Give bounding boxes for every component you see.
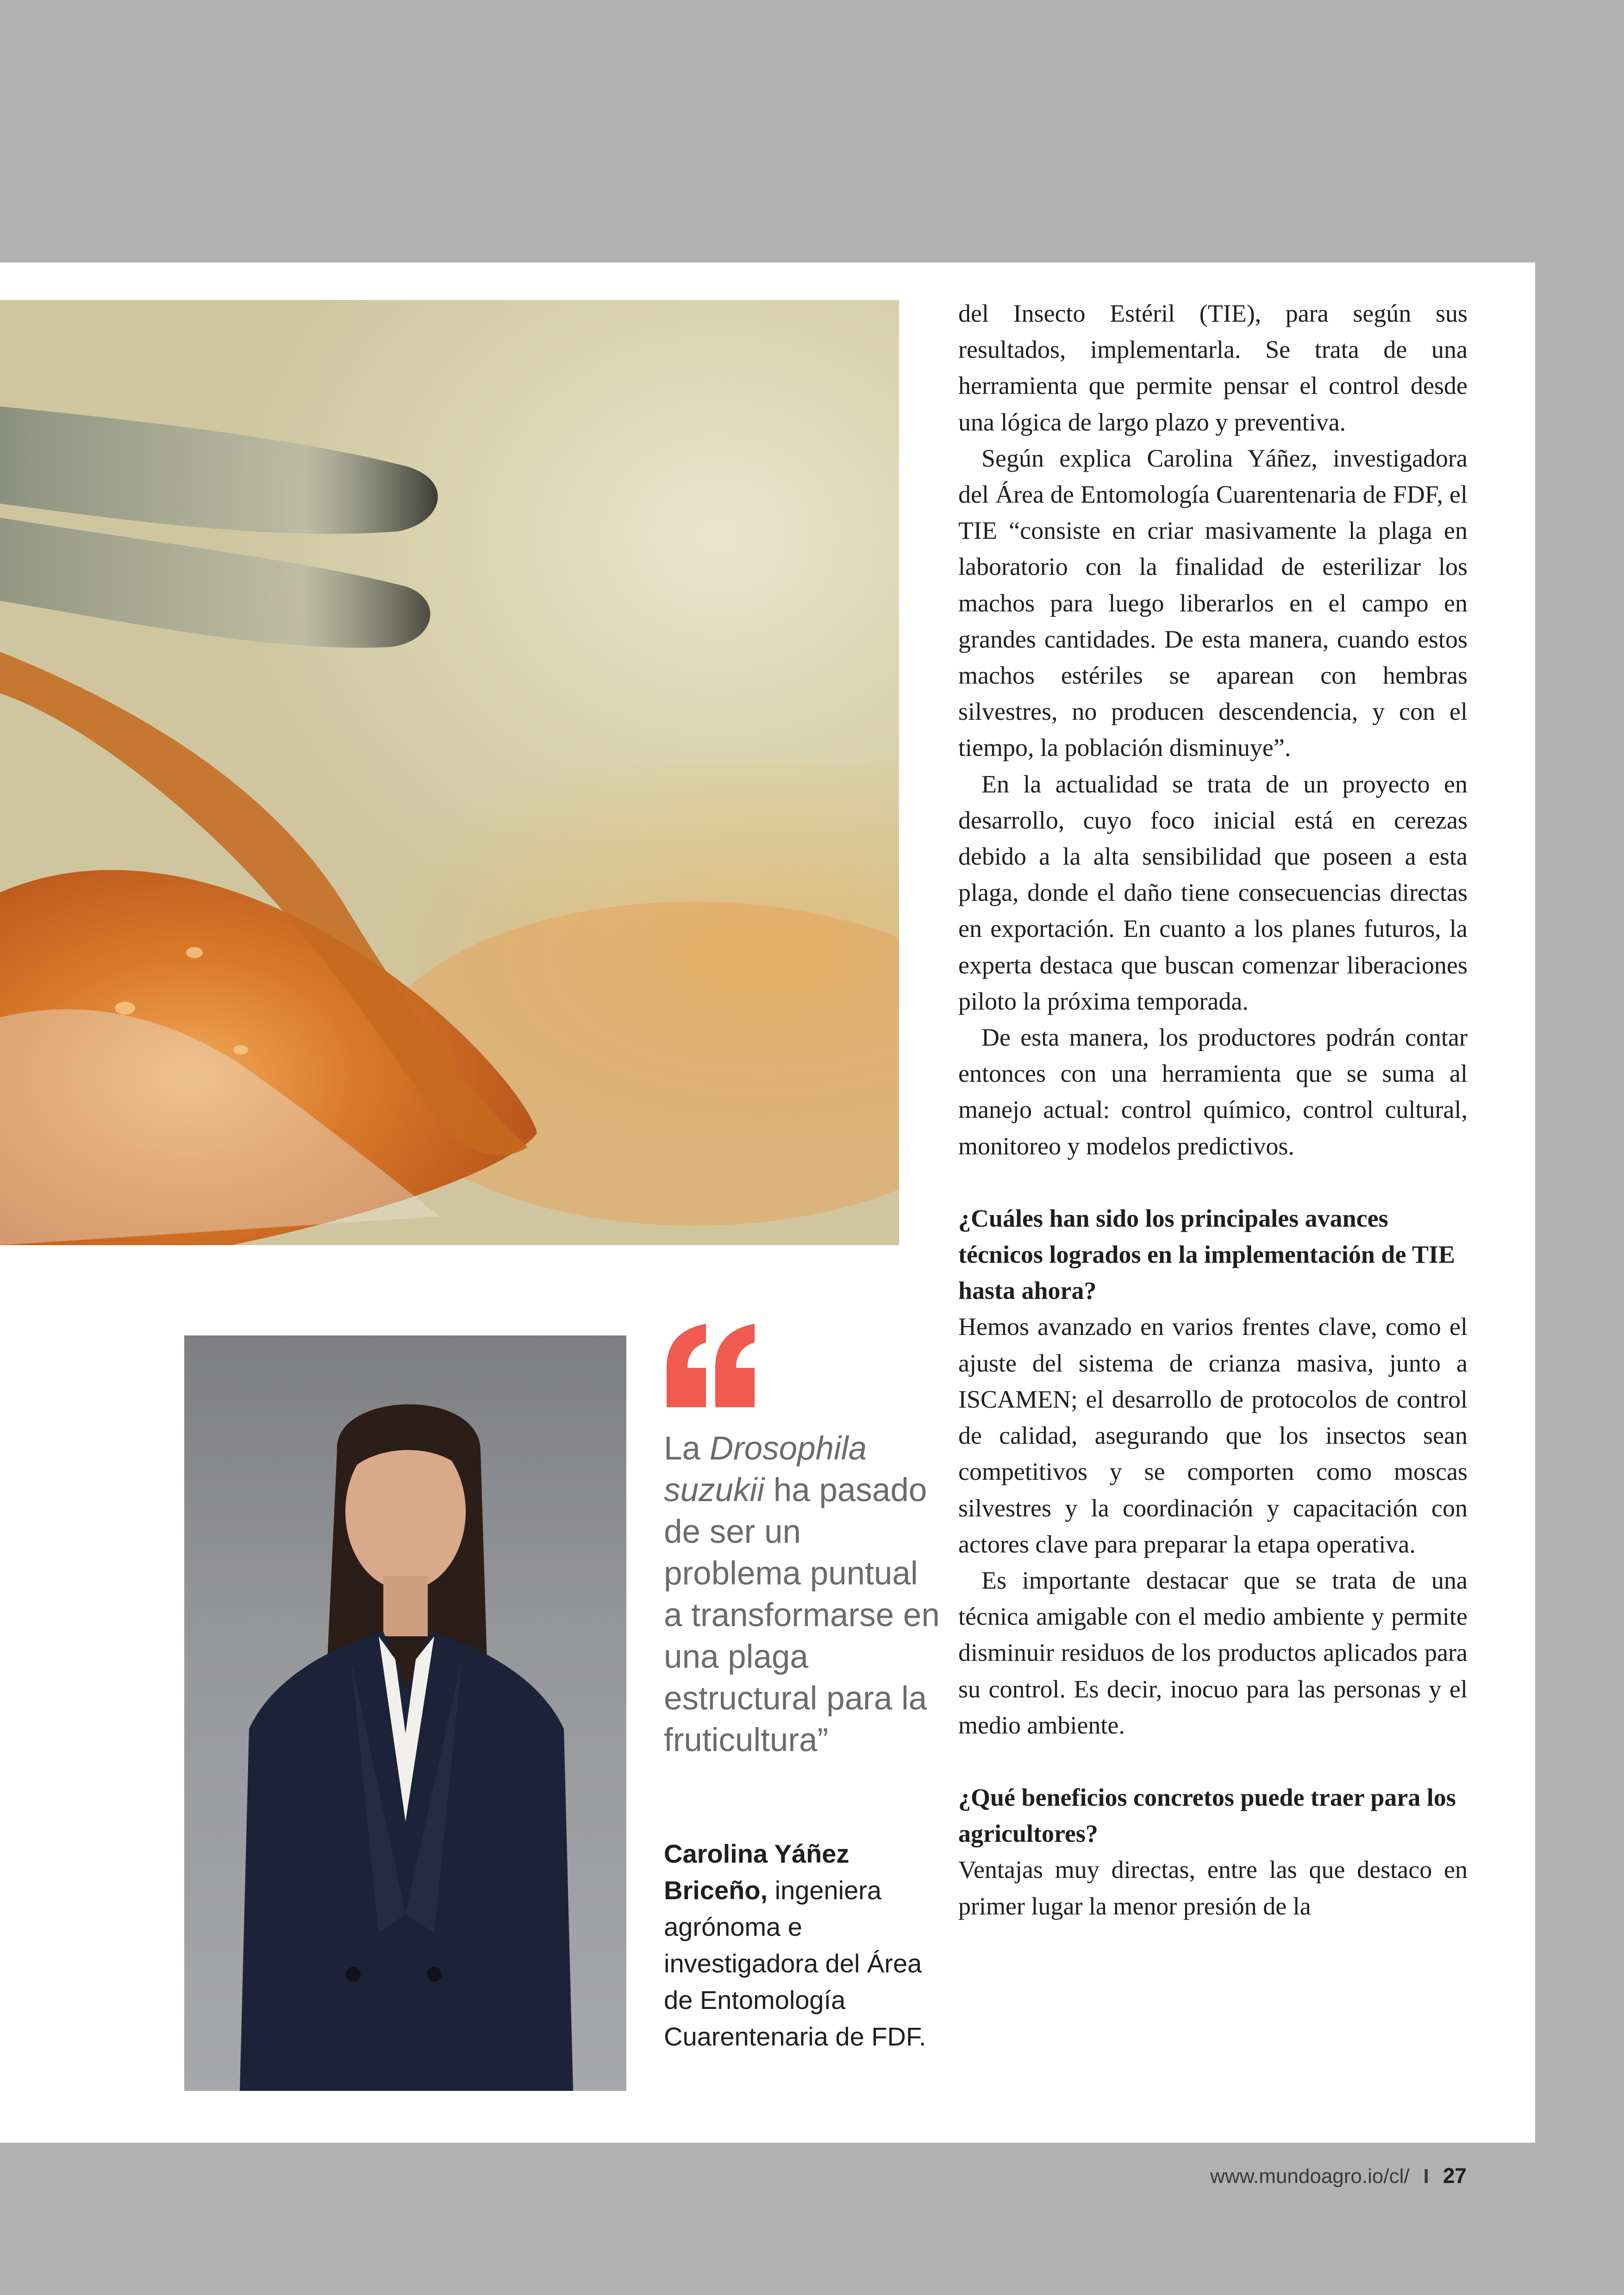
- interview-answer: Hemos avanzado en varios frentes clave, como el ajuste del sistema de crianza masiva, junto a ISCAMEN; el desarrollo de protocolos de control de calidad, asegurando que los insectos sean competitivos y se comporten como moscas silvestres y la coordinación y capacitación con actores clave para preparar la etapa operativa.: [958, 1313, 1468, 1558]
- interview-question: ¿Qué beneficios concretos puede traer para los agricultores?: [958, 1783, 1456, 1848]
- interview-question: ¿Cuáles han sido los principales avances técnicos logrados en la implementación de TIE hasta ahora?: [958, 1204, 1455, 1305]
- fly-macro-photo: [0, 300, 899, 1245]
- interview-answer: Ventajas muy directas, entre las que destaco en primer lugar la menor presión de la: [958, 1856, 1468, 1920]
- pull-quote-species: Drosophila suzukii: [664, 1430, 867, 1509]
- footer-separator: I: [1423, 2165, 1429, 2188]
- page-number: 27: [1443, 2164, 1467, 2188]
- pull-quote-start: La: [664, 1430, 710, 1467]
- page-footer: [1210, 2162, 1467, 2190]
- article-column: [958, 295, 1468, 1924]
- article-paragraph: En la actualidad se trata de un proyecto en desarrollo, cuyo foco inicial está en cerezas debido a la alta sensibilidad que poseen a esta plaga, donde el daño tiene consecuencias directas en exportación. En cuanto a los planes futuros, la experta destaca que buscan comenzar liberaciones piloto la próxima temporada.: [958, 770, 1468, 1015]
- footer-url[interactable]: www.mundoagro.io/cl/: [1210, 2165, 1410, 2188]
- portrait-illustration: [184, 1335, 626, 2091]
- article-paragraph: De esta manera, los productores podrán contar entonces con una herramienta que se suma al manejo actual: control químico, control cultural, monitoreo y modelos predictivos.: [958, 1023, 1468, 1160]
- byline-name: Carolina Yáñez Briceño,: [664, 1839, 849, 1905]
- pull-quote-rest: ha pasado de ser un problema puntual a transformarse en una plaga estructural para la fruticultura”: [664, 1472, 940, 1759]
- quote-mark-icon: [662, 1324, 759, 1416]
- spacer: [958, 1743, 1468, 1779]
- portrait-photo: [184, 1335, 626, 2091]
- quote-byline: [664, 1835, 942, 2055]
- byline-role: ingeniera agrónoma e investigadora del Área de Entomología Cuarentenaria de FDF.: [664, 1876, 926, 2051]
- interview-answer: Es importante destacar que se trata de una técnica amigable con el medio ambiente y permite disminuir residuos de los productos aplicados para su control. Es decir, inocuo para las personas y el medio ambiente.: [958, 1566, 1468, 1739]
- fly-photo-illustration: [0, 300, 899, 1245]
- spacer: [958, 1164, 1468, 1200]
- article-paragraph: Según explica Carolina Yáñez, investigadora del Área de Entomología Cuarentenaria de FDF, el TIE “consiste en criar masivamente la plaga en laboratorio con la finalidad de esterilizar los machos para luego liberarlos en el campo en grandes cantidades. De esta manera, cuando estos machos estériles se aparean con hembras silvestres, no producen descendencia, y con el tiempo, la población disminuye”.: [958, 444, 1468, 762]
- article-paragraph: del Insecto Estéril (TIE), para según sus resultados, implementarla. Se trata de una herramienta que permite pensar el control desde una lógica de largo plazo y preventiva.: [958, 299, 1468, 436]
- pull-quote: [664, 1428, 942, 1761]
